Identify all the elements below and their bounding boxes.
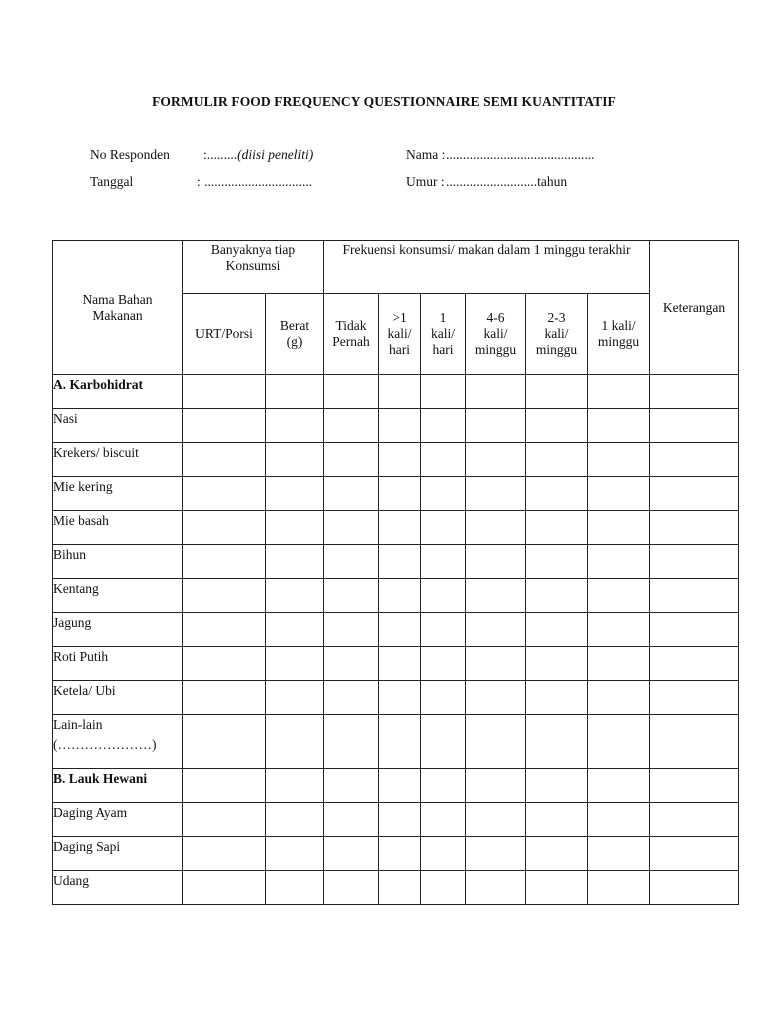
cell[interactable] (324, 477, 379, 511)
cell[interactable] (466, 837, 526, 871)
cell[interactable] (379, 477, 421, 511)
cell[interactable] (379, 579, 421, 613)
header-4-6-kali-minggu (466, 294, 526, 375)
cell[interactable] (266, 769, 324, 803)
food-name: Jagung (53, 613, 183, 647)
cell[interactable] (466, 681, 526, 715)
cell[interactable] (588, 647, 650, 681)
cell[interactable] (526, 375, 588, 409)
cell[interactable] (421, 477, 466, 511)
no-responden-note: (diisi peneliti) (237, 147, 314, 162)
table-row (53, 477, 739, 511)
cell[interactable] (466, 647, 526, 681)
header-2-3-kali-minggu (526, 294, 588, 375)
cell[interactable] (379, 769, 421, 803)
cell[interactable] (588, 511, 650, 545)
cell[interactable] (266, 579, 324, 613)
cell[interactable] (650, 579, 739, 613)
cell[interactable] (650, 613, 739, 647)
cell[interactable] (183, 803, 266, 837)
header-nama-bahan: Nama Bahan Makanan (53, 241, 183, 375)
cell[interactable] (421, 769, 466, 803)
cell[interactable] (526, 443, 588, 477)
table-row (53, 715, 739, 769)
header-gt1-line1: >1 (392, 310, 407, 325)
cell[interactable] (324, 647, 379, 681)
cell[interactable] (588, 579, 650, 613)
cell[interactable] (526, 545, 588, 579)
tanggal-label: Tanggal (90, 174, 134, 189)
cell[interactable] (379, 443, 421, 477)
cell[interactable] (183, 647, 266, 681)
cell[interactable] (379, 715, 421, 769)
cell[interactable] (588, 837, 650, 871)
cell[interactable] (588, 769, 650, 803)
cell[interactable] (588, 443, 650, 477)
cell[interactable] (466, 715, 526, 769)
header-urt-porsi: URT/Porsi (183, 294, 266, 375)
food-name: Udang (53, 871, 183, 905)
form-title: FORMULIR FOOD FREQUENCY QUESTIONNAIRE SEMI KUANTITATIF (152, 94, 616, 109)
cell[interactable] (379, 375, 421, 409)
cell[interactable] (650, 477, 739, 511)
cell[interactable] (183, 769, 266, 803)
cell[interactable] (421, 681, 466, 715)
cell[interactable] (421, 579, 466, 613)
cell[interactable] (266, 681, 324, 715)
cell[interactable] (421, 443, 466, 477)
no-responden-label: No Responden (90, 147, 170, 162)
cell[interactable] (466, 511, 526, 545)
table-row (53, 647, 739, 681)
header-1kh-line1: 1 (439, 310, 447, 325)
tanggal-field[interactable]: : ................................ (197, 174, 313, 189)
cell[interactable] (324, 409, 379, 443)
cell[interactable] (183, 511, 266, 545)
header-23-line2: kali/ (544, 326, 569, 341)
food-name: Kentang (53, 579, 183, 613)
cell[interactable] (183, 613, 266, 647)
cell[interactable] (379, 647, 421, 681)
table-row (53, 681, 739, 715)
cell[interactable] (324, 443, 379, 477)
food-name: Bihun (53, 545, 183, 579)
cell[interactable] (466, 613, 526, 647)
cell[interactable] (183, 681, 266, 715)
cell[interactable] (379, 409, 421, 443)
food-name: Daging Ayam (53, 803, 183, 837)
header-banyaknya: Banyaknya tiap Konsumsi (183, 241, 324, 294)
cell[interactable] (183, 409, 266, 443)
cell[interactable] (588, 613, 650, 647)
cell[interactable] (650, 871, 739, 905)
cell[interactable] (379, 681, 421, 715)
header-tidak-line1: Tidak (335, 318, 367, 333)
cell[interactable] (650, 769, 739, 803)
cell[interactable] (266, 375, 324, 409)
cell[interactable] (588, 871, 650, 905)
category-lauk-hewani: B. Lauk Hewani (53, 769, 183, 803)
table-row (53, 409, 739, 443)
cell[interactable] (650, 681, 739, 715)
header-46-line3: minggu (474, 342, 517, 357)
table-row (53, 375, 739, 409)
cell[interactable] (466, 375, 526, 409)
cell[interactable] (466, 769, 526, 803)
header-23-line3: minggu (535, 342, 578, 357)
cell[interactable] (324, 803, 379, 837)
cell[interactable] (324, 613, 379, 647)
header-frekuensi: Frekuensi konsumsi/ makan dalam 1 minggu terakhir (324, 241, 650, 294)
header-1-kali-minggu (588, 294, 650, 375)
food-name-line1: Lain-lain (53, 717, 103, 732)
cell[interactable] (266, 647, 324, 681)
cell[interactable] (588, 803, 650, 837)
cell[interactable] (421, 715, 466, 769)
header-1-kali-hari (421, 294, 466, 375)
cell[interactable] (421, 545, 466, 579)
cell[interactable] (588, 681, 650, 715)
cell[interactable] (324, 871, 379, 905)
cell[interactable] (466, 803, 526, 837)
cell[interactable] (324, 545, 379, 579)
header-46-line2: kali/ (483, 326, 508, 341)
cell[interactable] (466, 477, 526, 511)
food-name: Mie kering (53, 477, 183, 511)
cell[interactable] (266, 545, 324, 579)
cell[interactable] (650, 443, 739, 477)
cell[interactable] (526, 715, 588, 769)
cell[interactable] (526, 769, 588, 803)
header-keterangan: Keterangan (650, 241, 739, 375)
food-name: Daging Sapi (53, 837, 183, 871)
cell[interactable] (266, 837, 324, 871)
cell[interactable] (650, 375, 739, 409)
header-berat-line2: (g) (286, 334, 303, 349)
header-1kh-line3: hari (432, 342, 454, 357)
cell[interactable] (324, 511, 379, 545)
food-name: Mie basah (53, 511, 183, 545)
cell[interactable] (183, 545, 266, 579)
header-gt1-line3: hari (389, 342, 411, 357)
header-tidak-pernah (324, 294, 379, 375)
cell[interactable] (183, 375, 266, 409)
umur-field[interactable]: ...........................tahun (446, 174, 568, 189)
cell[interactable] (266, 715, 324, 769)
cell[interactable] (466, 443, 526, 477)
cell[interactable] (379, 871, 421, 905)
cell[interactable] (650, 647, 739, 681)
cell[interactable] (588, 715, 650, 769)
umur-label: Umur : (406, 174, 445, 189)
cell[interactable] (650, 545, 739, 579)
table-row (53, 511, 739, 545)
food-name-line2: (…………………) (53, 737, 157, 752)
header-berat-line1: Berat (279, 318, 310, 333)
header-46-line1: 4-6 (486, 310, 505, 325)
header-23-line1: 2-3 (547, 310, 566, 325)
cell[interactable] (379, 837, 421, 871)
cell[interactable] (421, 613, 466, 647)
cell[interactable] (324, 837, 379, 871)
cell[interactable] (421, 409, 466, 443)
food-name: Ketela/ Ubi (53, 681, 183, 715)
cell[interactable] (526, 871, 588, 905)
nama-label: Nama : (406, 147, 446, 162)
cell[interactable] (379, 545, 421, 579)
header-tidak-line2: Pernah (332, 334, 370, 349)
cell[interactable] (266, 511, 324, 545)
cell[interactable] (526, 837, 588, 871)
table-row (53, 613, 739, 647)
cell[interactable] (183, 443, 266, 477)
cell[interactable] (379, 803, 421, 837)
cell[interactable] (526, 681, 588, 715)
no-responden-field[interactable] (203, 147, 313, 163)
header-gt1-line2: kali/ (387, 326, 412, 341)
header-1kh-line2: kali/ (431, 326, 456, 341)
cell[interactable] (183, 579, 266, 613)
category-karbohidrat: A. Karbohidrat (53, 375, 183, 409)
cell[interactable] (526, 803, 588, 837)
cell[interactable] (379, 511, 421, 545)
cell[interactable] (266, 871, 324, 905)
cell[interactable] (650, 803, 739, 837)
cell[interactable] (183, 837, 266, 871)
header-1km-line2: minggu (597, 334, 640, 349)
cell[interactable] (526, 647, 588, 681)
header-gt1-kali-hari (379, 294, 421, 375)
cell[interactable] (421, 647, 466, 681)
food-name: Krekers/ biscuit (53, 443, 183, 477)
no-responden-dots: :......... (203, 147, 238, 162)
food-name (53, 715, 183, 769)
cell[interactable] (588, 409, 650, 443)
cell[interactable] (526, 579, 588, 613)
cell[interactable] (324, 769, 379, 803)
table-row (53, 837, 739, 871)
cell[interactable] (526, 477, 588, 511)
cell[interactable] (466, 579, 526, 613)
cell[interactable] (588, 477, 650, 511)
cell[interactable] (379, 613, 421, 647)
cell[interactable] (588, 375, 650, 409)
cell[interactable] (650, 409, 739, 443)
cell[interactable] (466, 409, 526, 443)
header-1km-line1: 1 kali/ (601, 318, 636, 333)
cell[interactable] (324, 579, 379, 613)
cell[interactable] (466, 871, 526, 905)
cell[interactable] (588, 545, 650, 579)
table-row (53, 769, 739, 803)
cell[interactable] (526, 511, 588, 545)
cell[interactable] (466, 545, 526, 579)
cell[interactable] (526, 409, 588, 443)
cell[interactable] (324, 681, 379, 715)
table-row (53, 443, 739, 477)
ffq-table (52, 240, 739, 905)
cell[interactable] (421, 871, 466, 905)
cell[interactable] (183, 715, 266, 769)
cell[interactable] (266, 613, 324, 647)
cell[interactable] (650, 715, 739, 769)
cell[interactable] (266, 443, 324, 477)
cell[interactable] (650, 511, 739, 545)
cell[interactable] (266, 477, 324, 511)
table-row (53, 803, 739, 837)
cell[interactable] (324, 715, 379, 769)
table-row (53, 579, 739, 613)
cell[interactable] (421, 837, 466, 871)
nama-field[interactable]: ............................................ (446, 147, 595, 162)
table-row (53, 545, 739, 579)
cell[interactable] (183, 871, 266, 905)
cell[interactable] (266, 409, 324, 443)
cell[interactable] (650, 837, 739, 871)
cell[interactable] (266, 803, 324, 837)
cell[interactable] (421, 803, 466, 837)
cell[interactable] (421, 511, 466, 545)
food-name: Nasi (53, 409, 183, 443)
cell[interactable] (421, 375, 466, 409)
cell[interactable] (324, 375, 379, 409)
header-berat (266, 294, 324, 375)
cell[interactable] (183, 477, 266, 511)
food-name: Roti Putih (53, 647, 183, 681)
cell[interactable] (526, 613, 588, 647)
table-row (53, 871, 739, 905)
